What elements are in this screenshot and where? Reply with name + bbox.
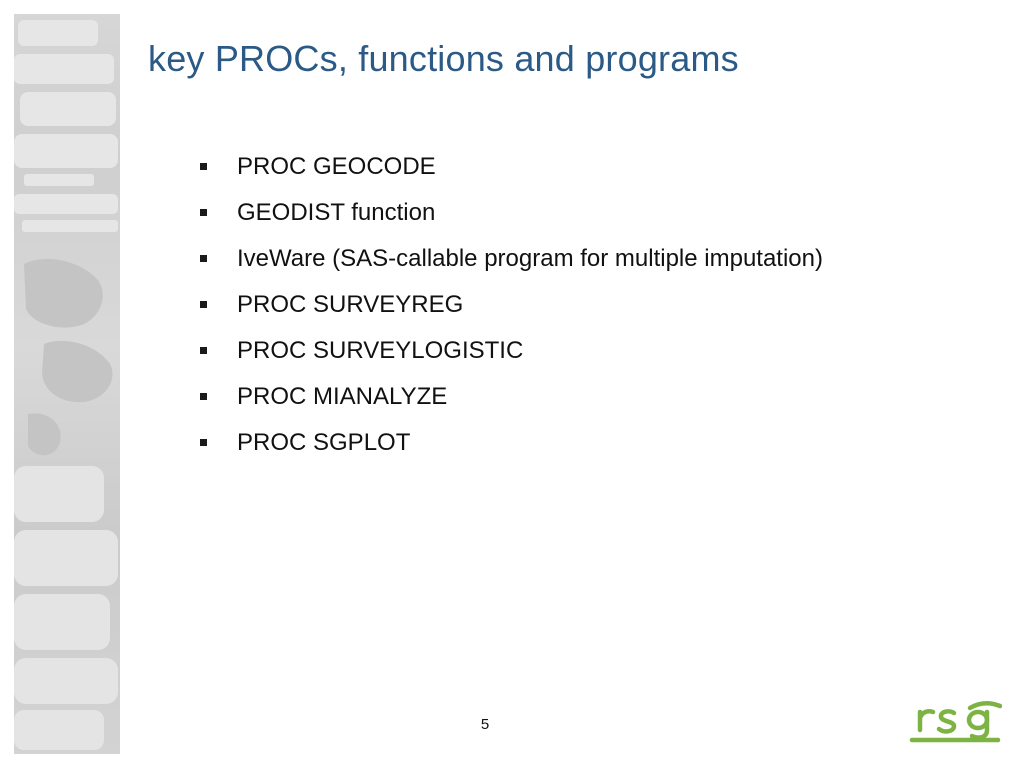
- bullet-item: [200, 426, 840, 460]
- square-bullet-icon: [200, 301, 207, 308]
- side-collage-image: [14, 14, 120, 754]
- slide-title: key PROCs, functions and programs: [148, 38, 739, 79]
- bullet-text: PROC SGPLOT: [237, 429, 411, 456]
- page-number: 5: [480, 716, 490, 733]
- rsg-logo: [908, 694, 1002, 746]
- bullet-text: GEODIST function: [237, 199, 436, 226]
- square-bullet-icon: [200, 393, 207, 400]
- square-bullet-icon: [200, 255, 207, 262]
- square-bullet-icon: [200, 209, 207, 216]
- bullet-list: [200, 150, 840, 472]
- bullet-item: [200, 334, 840, 368]
- bullet-item: [200, 288, 840, 322]
- square-bullet-icon: [200, 439, 207, 446]
- bullet-text: PROC MIANALYZE: [237, 383, 448, 410]
- bullet-item: [200, 150, 840, 184]
- bullet-text: PROC SURVEYREG: [237, 291, 464, 318]
- bullet-item: [200, 242, 840, 276]
- bullet-text: IveWare (SAS-callable program for multiple imputation): [237, 245, 823, 272]
- bullet-text: PROC SURVEYLOGISTIC: [237, 337, 524, 364]
- bullet-text: PROC GEOCODE: [237, 153, 436, 180]
- square-bullet-icon: [200, 163, 207, 170]
- bullet-item: [200, 196, 840, 230]
- bullet-item: [200, 380, 840, 414]
- square-bullet-icon: [200, 347, 207, 354]
